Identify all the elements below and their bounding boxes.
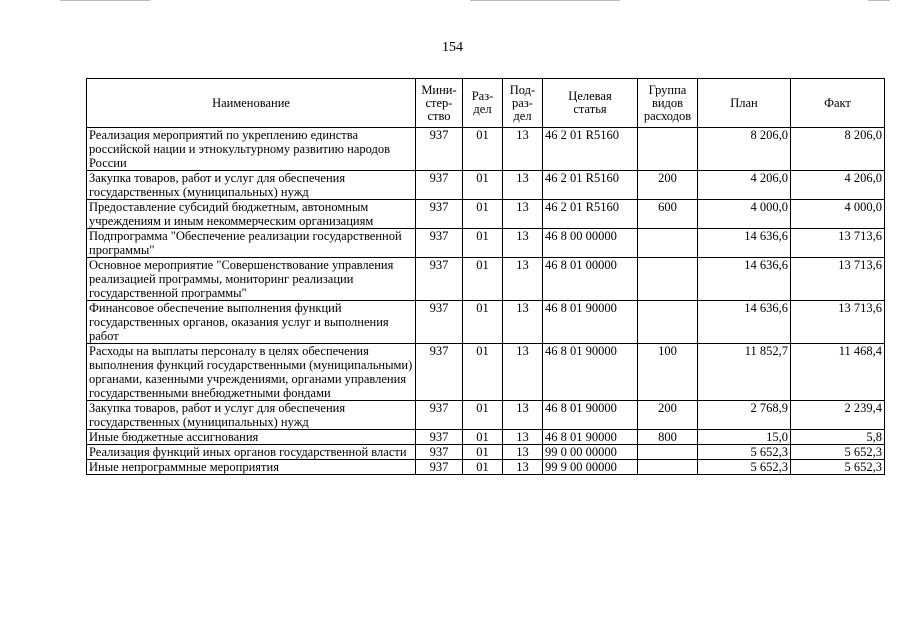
row-target-cell: 46 2 01 R5160 (543, 200, 638, 229)
row-subsection-cell: 13 (503, 258, 543, 301)
row-plan-cell: 4 000,0 (698, 200, 791, 229)
row-subsection-cell: 13 (503, 128, 543, 171)
row-subsection-cell: 13 (503, 301, 543, 344)
row-name-cell: Реализация функций иных органов государственной власти (87, 445, 416, 460)
row-plan-cell: 14 636,6 (698, 301, 791, 344)
row-ministry-cell: 937 (416, 401, 463, 430)
col-header-expense-group: Группа видов расходов (638, 79, 698, 128)
row-subsection-cell: 13 (503, 430, 543, 445)
row-ministry-cell: 937 (416, 344, 463, 401)
col-header-target: Целевая статья (543, 79, 638, 128)
row-fact-cell: 4 000,0 (791, 200, 885, 229)
row-plan-cell: 5 652,3 (698, 445, 791, 460)
row-plan-cell: 2 768,9 (698, 401, 791, 430)
row-fact-cell: 2 239,4 (791, 401, 885, 430)
row-fact-cell: 8 206,0 (791, 128, 885, 171)
row-subsection-cell: 13 (503, 200, 543, 229)
row-name-cell: Основное мероприятие "Совершенствование управления реализацией программы, мониторинг реализации государственной программы" (87, 258, 416, 301)
row-expense-group-cell (638, 445, 698, 460)
row-section-cell: 01 (463, 128, 503, 171)
col-header-plan: План (698, 79, 791, 128)
row-section-cell: 01 (463, 430, 503, 445)
row-ministry-cell: 937 (416, 128, 463, 171)
row-fact-cell: 5 652,3 (791, 460, 885, 475)
row-expense-group-cell: 100 (638, 344, 698, 401)
row-plan-cell: 14 636,6 (698, 258, 791, 301)
row-target-cell: 99 0 00 00000 (543, 445, 638, 460)
row-target-cell: 46 8 01 90000 (543, 401, 638, 430)
row-ministry-cell: 937 (416, 229, 463, 258)
row-section-cell: 01 (463, 344, 503, 401)
row-ministry-cell: 937 (416, 445, 463, 460)
row-fact-cell: 13 713,6 (791, 258, 885, 301)
row-plan-cell: 5 652,3 (698, 460, 791, 475)
row-name-cell: Расходы на выплаты персоналу в целях обеспечения выполнения функций государственными (муниципальными) органами, казенными учреждениями, органами управления государственными внебюджетными фондами (87, 344, 416, 401)
row-ministry-cell: 937 (416, 171, 463, 200)
row-fact-cell: 5,8 (791, 430, 885, 445)
row-name-cell: Закупка товаров, работ и услуг для обеспечения государственных (муниципальных) нужд (87, 171, 416, 200)
row-expense-group-cell (638, 229, 698, 258)
table-row (87, 430, 885, 445)
row-target-cell: 46 8 00 00000 (543, 229, 638, 258)
row-subsection-cell: 13 (503, 445, 543, 460)
row-ministry-cell: 937 (416, 460, 463, 475)
row-section-cell: 01 (463, 460, 503, 475)
table-row (87, 258, 885, 301)
row-section-cell: 01 (463, 445, 503, 460)
row-section-cell: 01 (463, 229, 503, 258)
row-name-cell: Финансовое обеспечение выполнения функций государственных органов, оказания услуг и выполнения работ (87, 301, 416, 344)
scan-top-mark (868, 0, 890, 1)
row-expense-group-cell: 600 (638, 200, 698, 229)
table-row (87, 200, 885, 229)
row-plan-cell: 8 206,0 (698, 128, 791, 171)
row-subsection-cell: 13 (503, 229, 543, 258)
row-fact-cell: 5 652,3 (791, 445, 885, 460)
row-name-cell: Реализация мероприятий по укреплению единства российской нации и этнокультурному развитию народов России (87, 128, 416, 171)
budget-table (86, 78, 885, 475)
row-plan-cell: 15,0 (698, 430, 791, 445)
row-target-cell: 46 2 01 R5160 (543, 171, 638, 200)
row-fact-cell: 4 206,0 (791, 171, 885, 200)
row-ministry-cell: 937 (416, 301, 463, 344)
table-header-row (87, 79, 885, 128)
row-name-cell: Иные бюджетные ассигнования (87, 430, 416, 445)
row-section-cell: 01 (463, 171, 503, 200)
row-expense-group-cell: 200 (638, 401, 698, 430)
row-ministry-cell: 937 (416, 200, 463, 229)
row-fact-cell: 11 468,4 (791, 344, 885, 401)
row-name-cell: Иные непрограммные мероприятия (87, 460, 416, 475)
row-ministry-cell: 937 (416, 430, 463, 445)
col-header-fact: Факт (791, 79, 885, 128)
row-expense-group-cell (638, 460, 698, 475)
row-expense-group-cell (638, 258, 698, 301)
row-target-cell: 46 8 01 90000 (543, 430, 638, 445)
row-target-cell: 99 9 00 00000 (543, 460, 638, 475)
col-header-name: Наименование (87, 79, 416, 128)
row-plan-cell: 11 852,7 (698, 344, 791, 401)
table-row (87, 460, 885, 475)
col-header-section: Раз- дел (463, 79, 503, 128)
row-target-cell: 46 8 01 90000 (543, 344, 638, 401)
table-row (87, 229, 885, 258)
row-subsection-cell: 13 (503, 460, 543, 475)
row-ministry-cell: 937 (416, 258, 463, 301)
row-plan-cell: 14 636,6 (698, 229, 791, 258)
table-row (87, 445, 885, 460)
col-header-subsection: Под- раз- дел (503, 79, 543, 128)
row-section-cell: 01 (463, 301, 503, 344)
row-expense-group-cell: 200 (638, 171, 698, 200)
row-expense-group-cell (638, 128, 698, 171)
row-name-cell: Закупка товаров, работ и услуг для обеспечения государственных (муниципальных) нужд (87, 401, 416, 430)
row-section-cell: 01 (463, 258, 503, 301)
col-header-ministry: Мини- стер- ство (416, 79, 463, 128)
row-target-cell: 46 8 01 90000 (543, 301, 638, 344)
row-subsection-cell: 13 (503, 171, 543, 200)
row-target-cell: 46 2 01 R5160 (543, 128, 638, 171)
scan-top-mark (470, 0, 620, 1)
row-target-cell: 46 8 01 00000 (543, 258, 638, 301)
row-name-cell: Подпрограмма "Обеспечение реализации государственной программы" (87, 229, 416, 258)
row-expense-group-cell (638, 301, 698, 344)
row-subsection-cell: 13 (503, 401, 543, 430)
table-row (87, 128, 885, 171)
table-row (87, 301, 885, 344)
row-expense-group-cell: 800 (638, 430, 698, 445)
table-row (87, 344, 885, 401)
row-fact-cell: 13 713,6 (791, 301, 885, 344)
page-number: 154 (442, 40, 463, 55)
row-name-cell: Предоставление субсидий бюджетным, автономным учреждениям и иным некоммерческим организациям (87, 200, 416, 229)
row-subsection-cell: 13 (503, 344, 543, 401)
table-row (87, 401, 885, 430)
row-section-cell: 01 (463, 200, 503, 229)
row-fact-cell: 13 713,6 (791, 229, 885, 258)
scan-top-mark (60, 0, 150, 1)
table-row (87, 171, 885, 200)
row-section-cell: 01 (463, 401, 503, 430)
row-plan-cell: 4 206,0 (698, 171, 791, 200)
